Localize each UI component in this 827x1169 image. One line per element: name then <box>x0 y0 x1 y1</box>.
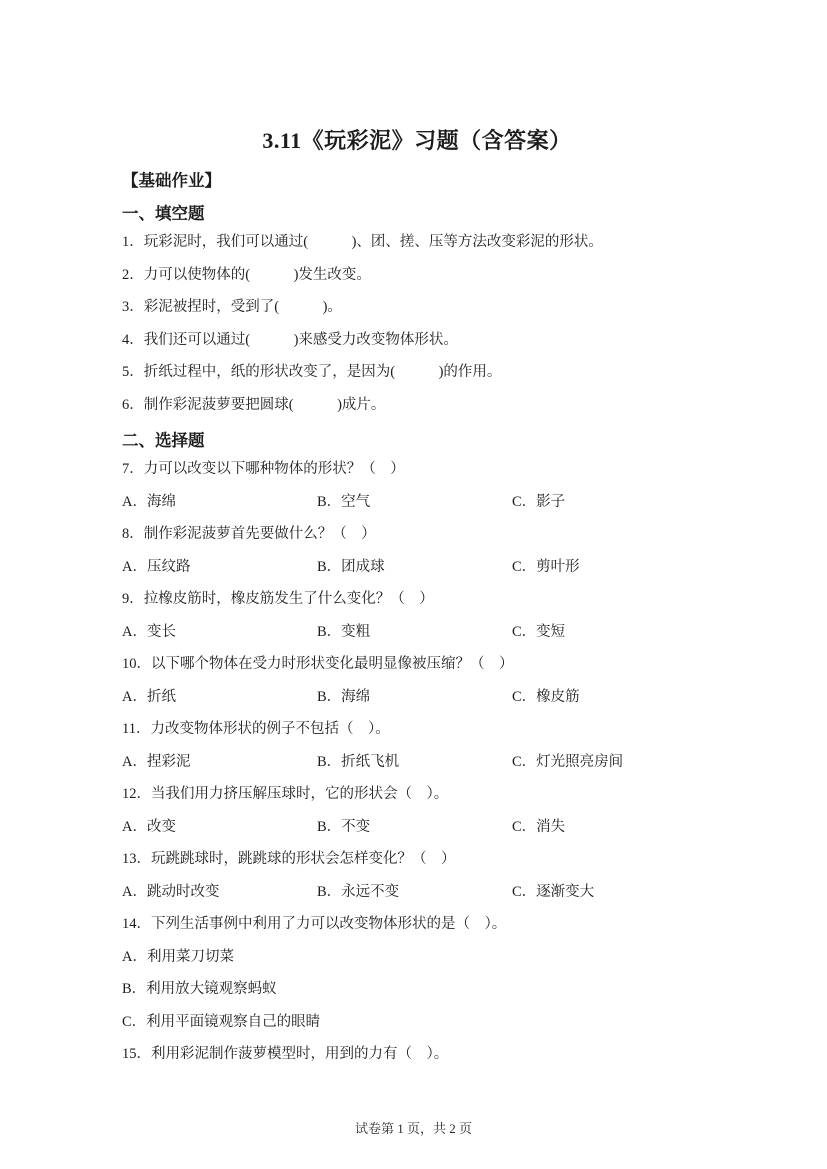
option-b: B．利用放大镜观察蚂蚁 <box>122 981 277 997</box>
choice-question-15: 15．利用彩泥制作菠萝模型时，用到的力有（ ）。 <box>122 1046 449 1062</box>
option-b: B．折纸飞机 <box>317 753 400 770</box>
choice-options-12 <box>122 811 712 844</box>
option-a: A．压纹路 <box>122 558 191 575</box>
page-content <box>122 0 712 1071</box>
page-title: 3.11《玩彩泥》习题（含答案） <box>262 128 572 153</box>
choice-question-8: 8．制作彩泥菠萝首先要做什么？（ ） <box>122 526 376 542</box>
option-c: C．橡皮筋 <box>512 688 580 705</box>
option-c: C．剪叶形 <box>512 558 580 575</box>
choice-question-9: 9．拉橡皮筋时，橡皮筋发生了什么变化？（ ） <box>122 591 434 607</box>
option-b: B．变粗 <box>317 623 371 640</box>
option-c: C．利用平面镜观察自己的眼睛 <box>122 1013 321 1030</box>
option-b: B．永远不变 <box>317 883 400 900</box>
option-a: A．捏彩泥 <box>122 753 191 770</box>
option-a: A．海绵 <box>122 493 176 510</box>
choice-options-10 <box>122 681 712 714</box>
section-heading-fill-in: 一、填空题 <box>122 205 205 223</box>
section-heading-choice: 二、选择题 <box>122 432 205 450</box>
option-a: A．跳动时改变 <box>122 883 220 900</box>
fill-question-6: 6．制作彩泥菠萝要把圆球( )成片。 <box>122 396 386 413</box>
option-b: B．空气 <box>317 493 371 510</box>
option-a: A．变长 <box>122 623 176 640</box>
option-c: C．灯光照亮房间 <box>512 753 624 770</box>
choice-options-9 <box>122 616 712 649</box>
option-a: A．改变 <box>122 818 176 835</box>
fill-question-2: 2．力可以使物体的( )发生改变。 <box>122 266 371 283</box>
fill-question-4: 4．我们还可以通过( )来感受力改变物体形状。 <box>122 331 458 348</box>
option-c: C．影子 <box>512 493 566 510</box>
page-footer: 试卷第 1 页，共 2 页 <box>354 1121 472 1136</box>
choice-question-11: 11．力改变物体形状的例子不包括（ ）。 <box>122 721 390 737</box>
option-a: A．利用菜刀切菜 <box>122 948 234 965</box>
choice-question-14: 14．下列生活事例中利用了力可以改变物体形状的是（ ）。 <box>122 916 507 932</box>
option-c: C．变短 <box>512 623 566 640</box>
choice-options-7 <box>122 486 712 519</box>
basic-homework-label: 【基础作业】 <box>122 172 221 190</box>
option-b: B．不变 <box>317 818 371 835</box>
choice-options-8 <box>122 551 712 584</box>
option-c: C．消失 <box>512 818 566 835</box>
choice-question-10: 10．以下哪个物体在受力时形状变化最明显像被压缩？（ ） <box>122 656 514 672</box>
choice-options-13 <box>122 876 712 909</box>
fill-question-5: 5．折纸过程中，纸的形状改变了，是因为( )的作用。 <box>122 364 502 380</box>
choice-question-13: 13．玩跳跳球时，跳跳球的形状会怎样变化？（ ） <box>122 851 456 867</box>
choice-options-11 <box>122 746 712 779</box>
option-b: B．团成球 <box>317 558 385 575</box>
option-b: B．海绵 <box>317 688 371 705</box>
option-c: C．逐渐变大 <box>512 883 595 900</box>
option-a: A．折纸 <box>122 688 176 705</box>
choice-question-12: 12．当我们用力挤压解压球时，它的形状会（ ）。 <box>122 786 449 802</box>
choice-question-7: 7．力可以改变以下哪种物体的形状？（ ） <box>122 461 405 477</box>
fill-question-3: 3．彩泥被捏时，受到了( )。 <box>122 299 342 315</box>
fill-question-1: 1．玩彩泥时，我们可以通过( )、团、搓、压等方法改变彩泥的形状。 <box>122 234 603 250</box>
